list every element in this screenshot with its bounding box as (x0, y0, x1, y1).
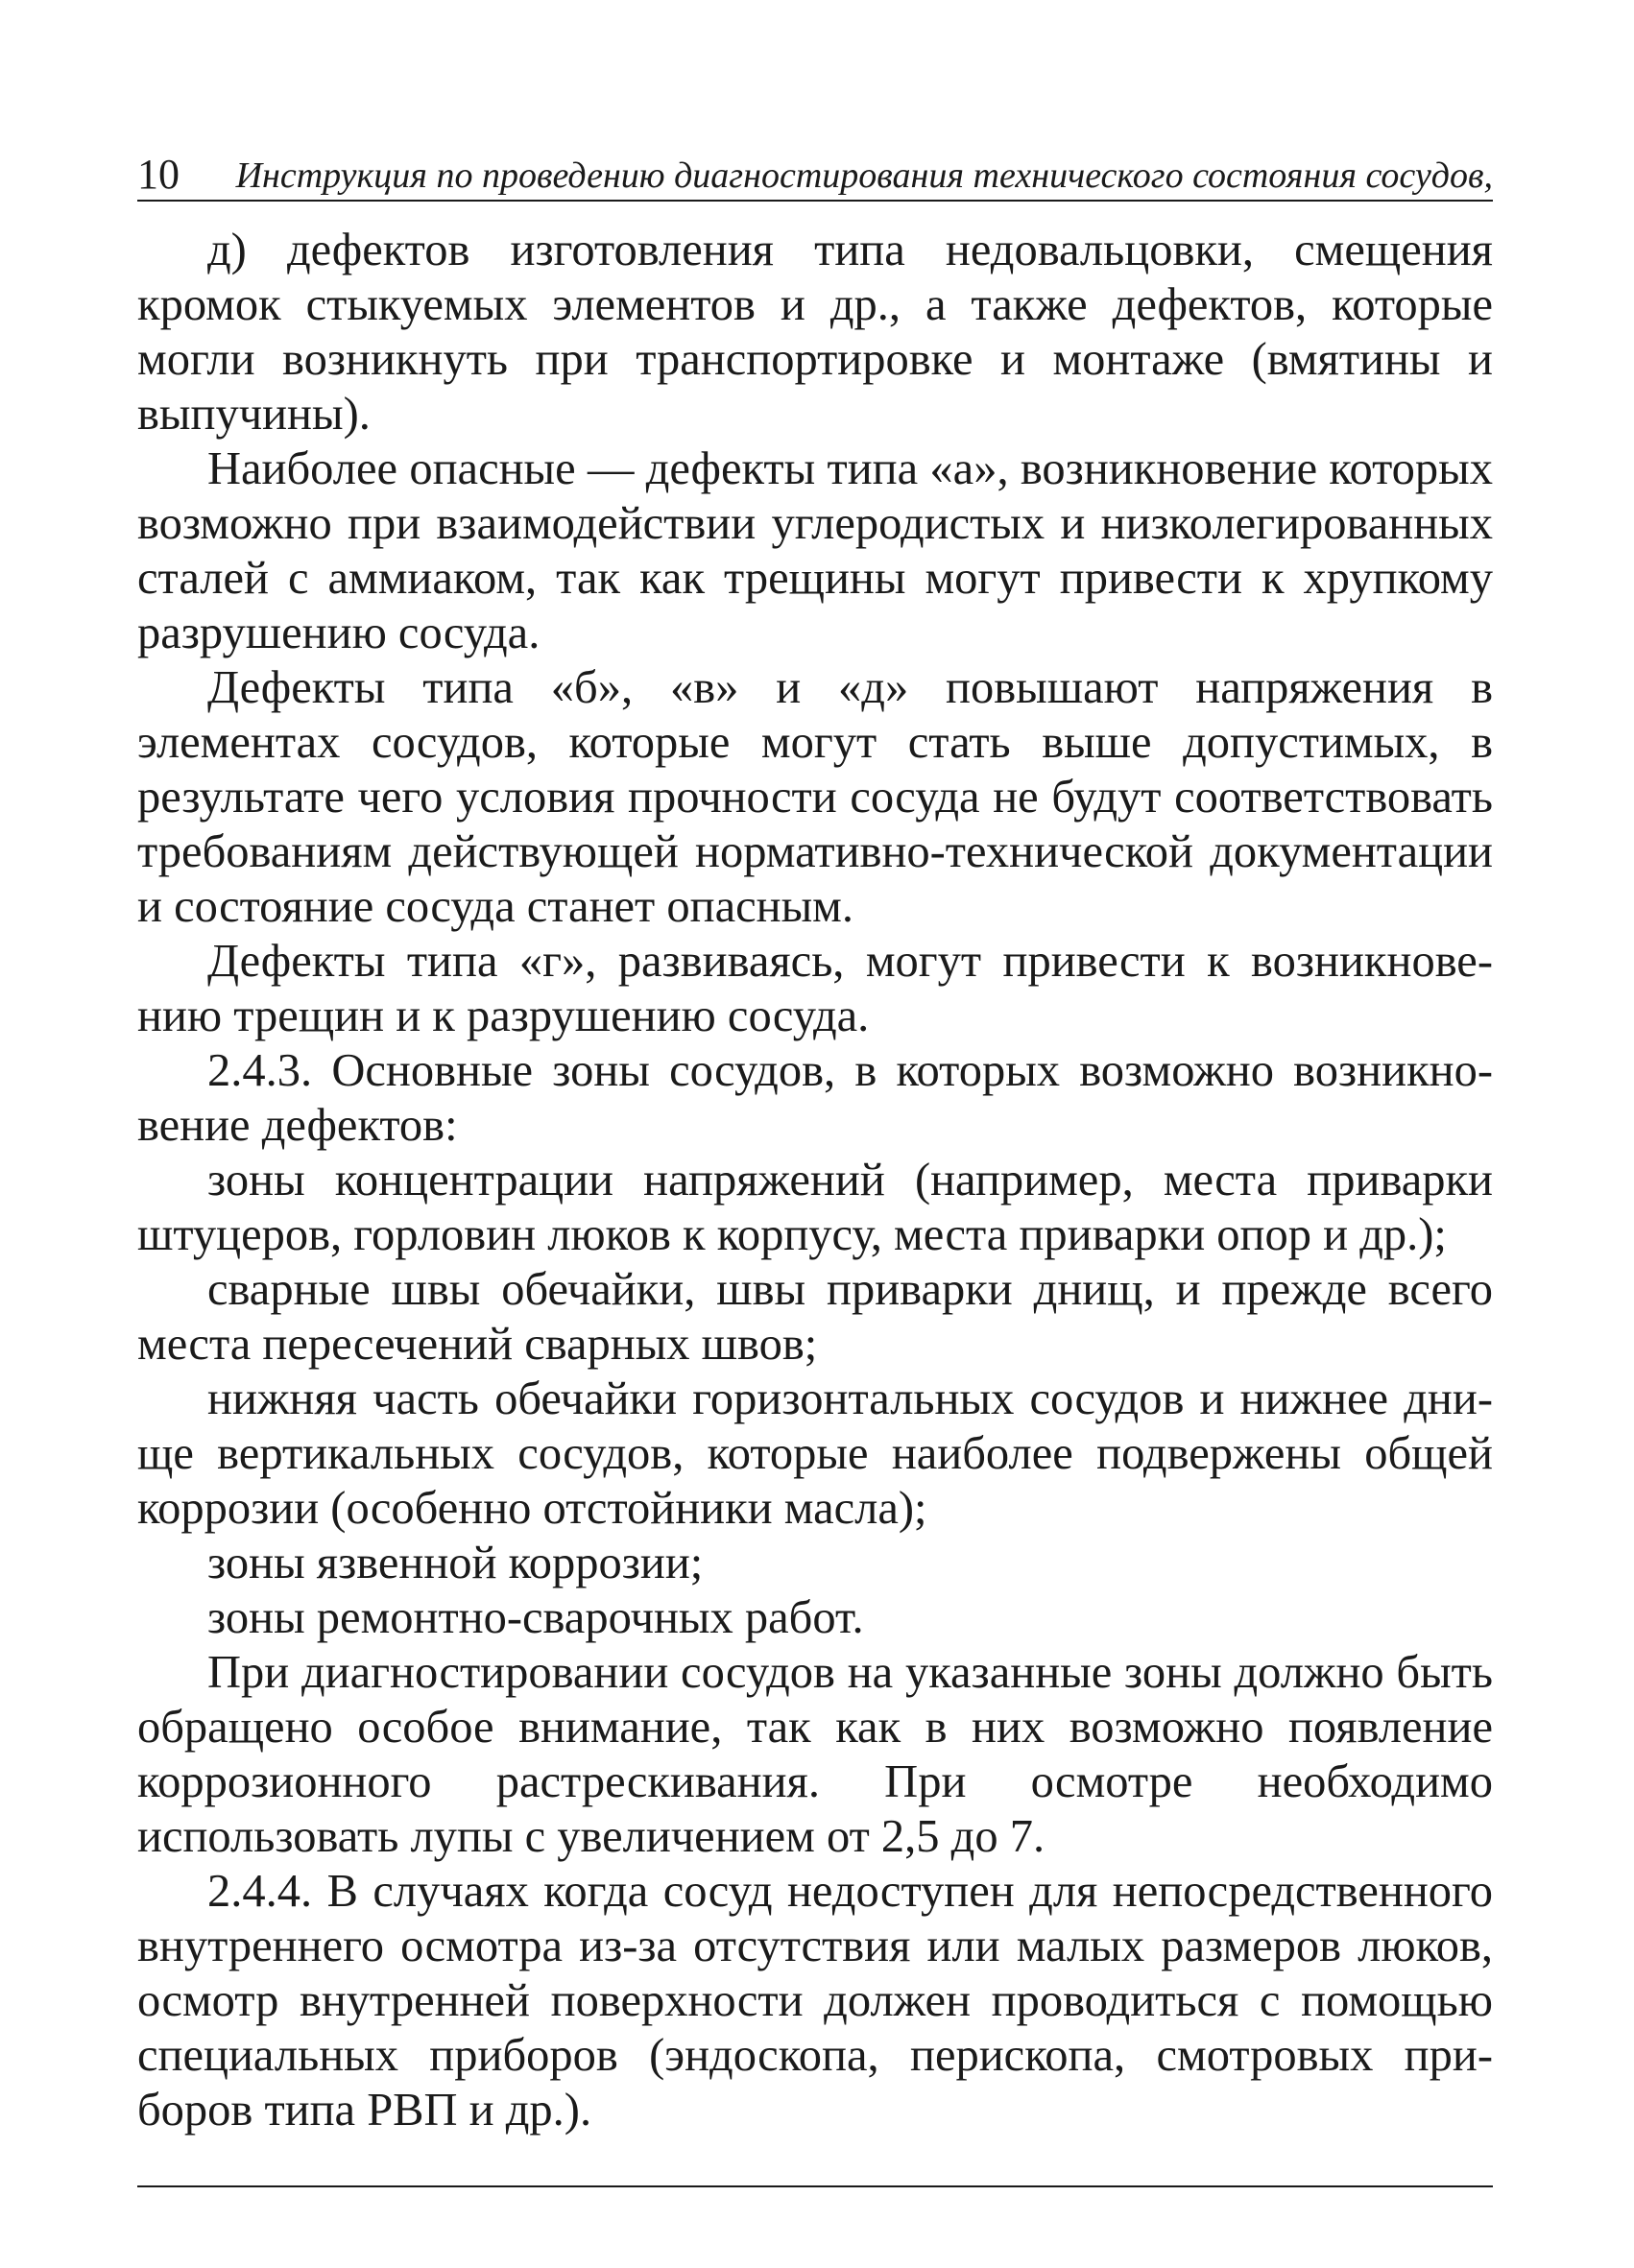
paragraph-inspection-attention: При диагностировании сосудов на указанные зоны должно быть обращено особое внимание, так как в них возможно появление коррозионного растрескивания. При осмотре необходимо использовать лупы с увеличением от 2,5 до 7. (137, 1647, 1493, 1862)
footer-rule (137, 2185, 1493, 2187)
list-item-repair-zones: зоны ремонтно-сварочных работ. (207, 1592, 864, 1643)
list-item-pitting-zones: зоны язвенной коррозии; (207, 1538, 704, 1588)
list-item-stress-zones: зоны концентрации напряжений (например, места приварки штуцеров, горловин люков к корпусу, места приварки опор и др.); (137, 1155, 1493, 1260)
paragraph-defects-g: Дефекты типа «г», развиваясь, могут привести к возникновению трещин и к разрушению сосуда. (137, 936, 1493, 1041)
document-page (137, 144, 1493, 2187)
body-text (137, 223, 1493, 2137)
paragraph-section-2-4-4: 2.4.4. В случаях когда сосуд недоступен для непосредственного внутреннего осмотра из-за отсутствия или малых размеров люков, осмотр внутренней поверхности должен проводиться с помощью специальных приборов (эндоскопа, перископа, смотровых приборов типа РВП и др.). (137, 1866, 1493, 2136)
list-item-welds: сварные швы обечайки, швы приварки днищ, и прежде всего места пересечений сварных швов; (137, 1264, 1493, 1370)
running-header (137, 144, 1493, 202)
paragraph-most-dangerous: Наиболее опасные — дефекты типа «а», возникновение которых возможно при взаимодействии углеродистых и низколегированных сталей с аммиаком, так как трещины могут привести к хрупкому разрушению сосуда. (137, 443, 1493, 658)
list-item-lower-shell: нижняя часть обечайки горизонтальных сосудов и нижнее днище вертикальных сосудов, которые наиболее подвержены общей коррозии (особенно отстойники масла); (137, 1373, 1493, 1534)
paragraph-defects-d: д) дефектов изготовления типа недовальцовки, смещения кромок стыкуемых элементов и др., а также дефектов, которые могли возникнуть при транспортировке и монтаже (вмятины и выпучины). (137, 225, 1493, 440)
paragraph-defects-b-v-d: Дефекты типа «б», «в» и «д» повышают напряжения в элементах сосудов, которые могут стать выше допустимых, в результате чего условия прочности сосуда не будут соответствовать требованиям действующей нормативно-технической документации и состояние сосуда станет опасным. (137, 662, 1493, 932)
page-number: 10 (137, 151, 180, 198)
running-title: Инструкция по проведению диагностирования технического состояния сосудов, (235, 155, 1493, 196)
paragraph-section-2-4-3: 2.4.3. Основные зоны сосудов, в которых возможно возникновение дефектов: (137, 1045, 1493, 1151)
